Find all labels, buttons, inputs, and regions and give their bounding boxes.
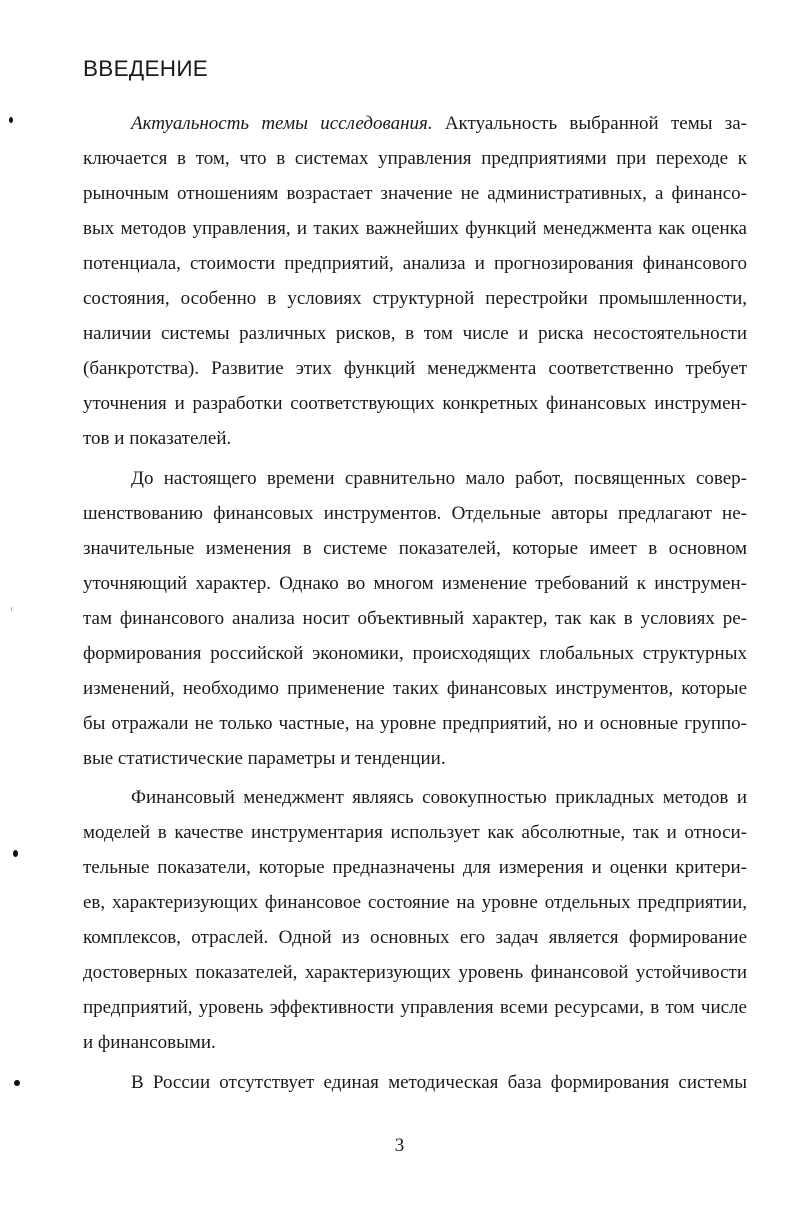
text-line: бы отражали не только частные, на уровне предприятий, но и основные группо- (83, 713, 747, 734)
text-line: наличии системы различных рисков, в том числе и риска несостоятельности (83, 323, 747, 344)
text-line-rest: Актуальность выбранной темы за- (432, 113, 747, 134)
text-line: (банкротства). Развитие этих функций менеджмента соответственно требует (83, 358, 747, 379)
text-line: В России отсутствует единая методическая база формирования системы (131, 1072, 747, 1093)
italic-lead: Актуальность темы исследования. (131, 113, 433, 134)
text-line: потенциала, стоимости предприятий, анализа и прогнозирования финансового (83, 253, 747, 274)
text-line (131, 111, 747, 137)
text-line: шенствованию финансовых инструментов. Отдельные авторы предлагают не- (83, 503, 747, 524)
text-line: уточнения и разработки соответствующих конкретных финансовых инструмен- (83, 393, 747, 414)
scan-speck (13, 850, 18, 857)
text-line: формирования российской экономики, происходящих глобальных структурных (83, 643, 747, 664)
text-line: изменений, необходимо применение таких финансовых инструментов, которые (83, 678, 747, 699)
text-line: там финансового анализа носит объективный характер, так как в условиях ре- (83, 608, 747, 629)
text-line: ев, характеризующих финансовое состояние на уровне отдельных предприятии, (83, 892, 747, 913)
text-line: и финансовыми. (83, 1032, 216, 1053)
text-line: моделей в качестве инструментария использует как абсолютные, так и относи- (83, 822, 747, 843)
text-line: состояния, особенно в условиях структурной перестройки промышленности, (83, 288, 747, 309)
scan-speck (9, 117, 13, 123)
text-line: До настоящего времени сравнительно мало работ, посвященных совер- (131, 468, 747, 489)
page-number: 3 (394, 1135, 405, 1156)
text-line: тельные показатели, которые предназначены для измерения и оценки критери- (83, 857, 747, 878)
text-line: достоверных показателей, характеризующих уровень финансовой устойчивости (83, 962, 747, 983)
text-line: вых методов управления, и таких важнейших функций менеджмента как оценка (83, 218, 747, 239)
scan-speck (11, 607, 12, 611)
text-line: Финансовый менеджмент являясь совокупностью прикладных методов и (131, 787, 747, 808)
scan-speck (14, 1080, 20, 1086)
text-line: уточняющий характер. Однако во многом изменение требований к инструмен- (83, 573, 747, 594)
text-line: вые статистические параметры и тенденции. (83, 748, 446, 769)
page-heading: ВВЕДЕНИЕ (83, 56, 209, 81)
text-line: предприятий, уровень эффективности управления всеми ресурсами, в том числе (83, 997, 747, 1018)
text-line: ключается в том, что в системах управления предприятиями при переходе к (83, 148, 747, 169)
text-line: значительные изменения в системе показателей, которые имеет в основном (83, 538, 747, 559)
text-line: комплексов, отраслей. Одной из основных его задач является формирование (83, 927, 747, 948)
text-line: рыночным отношениям возрастает значение не административных, а финансо- (83, 183, 747, 204)
text-line: тов и показателей. (83, 428, 232, 449)
